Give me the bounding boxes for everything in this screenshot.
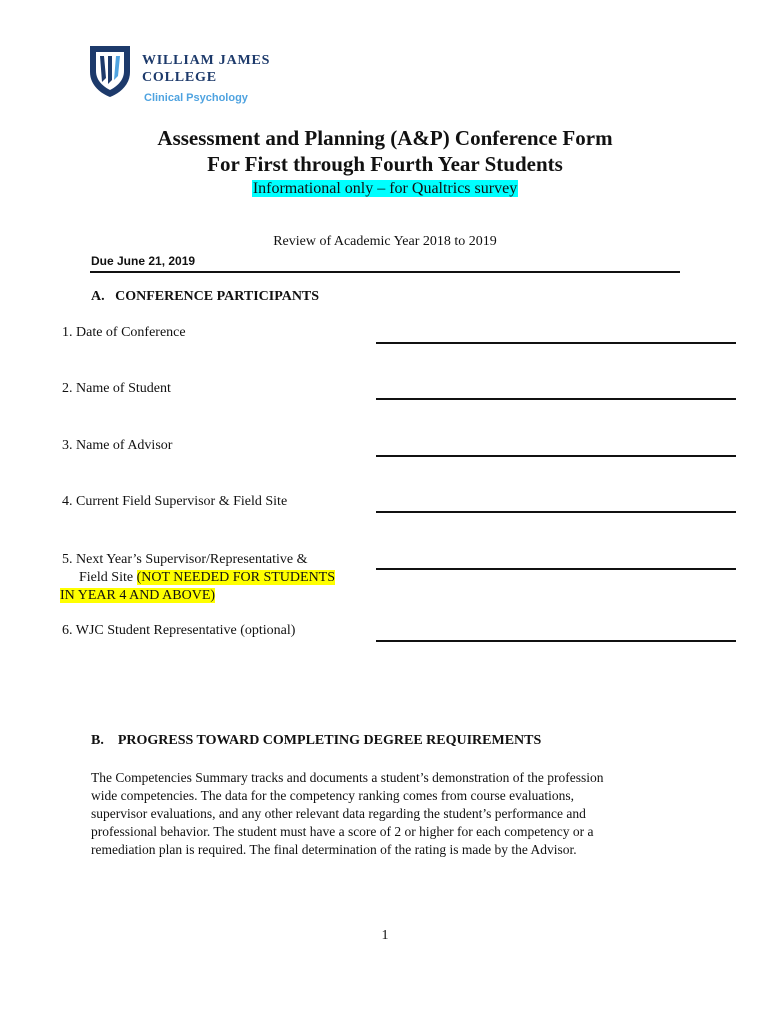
next-supervisor-note-part1: (NOT NEEDED FOR STUDENTS (136, 570, 336, 585)
informational-note-text: Informational only – for Qualtrics survey (252, 180, 518, 197)
field-label-student: 2. Name of Student (62, 381, 171, 396)
college-name-line2: COLLEGE (142, 70, 217, 85)
field-label-supervisor: 4. Current Field Supervisor & Field Site (62, 494, 288, 509)
field-label-next-supervisor (62, 551, 335, 605)
next-supervisor-prefix: Field Site (79, 570, 137, 585)
paragraph-line: professional behavior. The student must have a score of 2 or higher for each competency or a (91, 824, 594, 839)
form-subtitle: For First through Fourth Year Students (207, 152, 563, 176)
header-divider (90, 271, 680, 273)
paragraph-line: remediation plan is required. The final determination of the rating is made by the Advisor. (91, 842, 577, 857)
section-b-heading: B. PROGRESS TOWARD COMPLETING DEGREE REQUIREMENTS (91, 733, 542, 748)
due-date: Due June 21, 2019 (91, 254, 196, 268)
section-b-paragraph (91, 769, 681, 859)
field-line-date[interactable] (376, 342, 736, 344)
paragraph-line: wide competencies. The data for the competency ranking comes from course evaluations, (91, 788, 574, 803)
field-label-student-rep: 6. WJC Student Representative (optional) (62, 623, 296, 638)
paragraph-line: The Competencies Summary tracks and documents a student’s demonstration of the profession (91, 770, 604, 785)
college-department: Clinical Psychology (144, 92, 248, 104)
field-label-date: 1. Date of Conference (62, 325, 186, 340)
review-period: Review of Academic Year 2018 to 2019 (273, 234, 497, 249)
field-line-student[interactable] (376, 398, 736, 400)
page-number: 1 (381, 928, 389, 943)
next-supervisor-note-part2: IN YEAR 4 AND ABOVE) (60, 588, 216, 603)
field-line-supervisor[interactable] (376, 511, 736, 513)
field-line-student-rep[interactable] (376, 640, 736, 642)
next-supervisor-line2 (62, 569, 335, 587)
next-supervisor-line1: 5. Next Year’s Supervisor/Representative & (62, 552, 308, 567)
field-line-advisor[interactable] (376, 455, 736, 457)
college-logo (88, 44, 288, 108)
college-name (142, 52, 270, 86)
college-name-line1: WILLIAM JAMES (142, 53, 271, 68)
field-label-advisor: 3. Name of Advisor (62, 438, 173, 453)
paragraph-line: supervisor evaluations, and any other relevant data regarding the student’s performance and (91, 806, 586, 821)
informational-note (0, 180, 770, 198)
field-line-next-supervisor[interactable] (376, 568, 736, 570)
shield-logo-icon (88, 44, 132, 98)
section-a-heading: A. CONFERENCE PARTICIPANTS (91, 289, 320, 304)
form-title: Assessment and Planning (A&P) Conference Form (157, 126, 613, 150)
